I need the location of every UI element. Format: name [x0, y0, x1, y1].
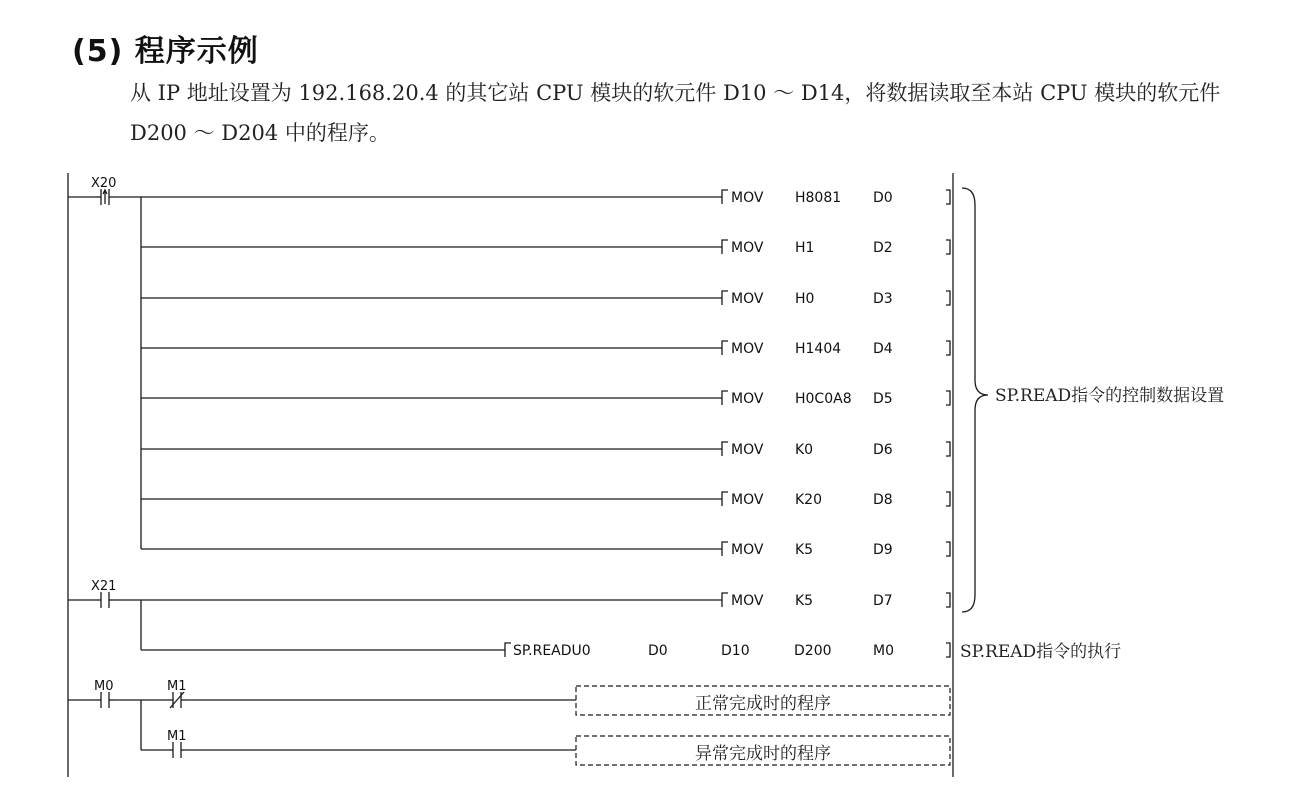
instruction-bracket-right — [946, 442, 950, 456]
contact-label: M1 — [167, 729, 187, 744]
instruction-source: H0C0A8 — [795, 391, 852, 407]
instruction-bracket-left — [722, 593, 728, 607]
instruction-destination: D4 — [873, 341, 893, 357]
instruction-bracket-right — [946, 542, 950, 556]
instruction-destination: D0 — [873, 190, 893, 206]
instruction-bracket-left — [722, 492, 728, 506]
instruction-destination: D5 — [873, 391, 893, 407]
instruction-bracket-right — [946, 240, 950, 254]
instruction-source: K5 — [795, 542, 814, 558]
instruction-op: MOV — [731, 240, 764, 256]
instruction-destination: D6 — [873, 442, 893, 458]
description-line-1: 从 IP 地址设置为 192.168.20.4 的其它站 CPU 模块的软元件 D10 ～ D14，将数据读取至本站 CPU 模块的软元件 — [130, 81, 1221, 105]
instruction-source: H1404 — [795, 341, 842, 357]
instruction-bracket-right — [946, 593, 950, 607]
instruction-source: H8081 — [795, 190, 842, 206]
instruction-operand: D10 — [721, 643, 750, 659]
instruction-op: MOV — [731, 442, 764, 458]
instruction-bracket-right — [946, 190, 950, 204]
instruction-op: MOV — [731, 291, 764, 307]
contact-x20-rising-edge — [96, 189, 114, 205]
instruction-destination: D9 — [873, 542, 893, 558]
exec-note: SP.READ指令的执行 — [960, 642, 1122, 662]
instruction-bracket-left — [722, 341, 728, 355]
page-heading: (5) 程序示例 — [72, 34, 259, 69]
contact-label: M1 — [167, 679, 187, 694]
contact-label: M0 — [94, 679, 114, 694]
instruction-bracket-right — [946, 643, 950, 657]
instruction-source: K0 — [795, 442, 814, 458]
instruction-operand: D200 — [794, 643, 832, 659]
instruction-op: MOV — [731, 190, 764, 206]
instruction-bracket-right — [946, 341, 950, 355]
instruction-bracket-right — [946, 492, 950, 506]
contact-m1-nc — [168, 692, 186, 708]
instruction-bracket-right — [946, 391, 950, 405]
instruction-source: H1 — [795, 240, 815, 256]
instruction-bracket-left — [722, 442, 728, 456]
instruction-operand: M0 — [873, 643, 894, 659]
instruction-op: MOV — [731, 492, 764, 508]
instruction-bracket-left — [722, 291, 728, 305]
instruction-destination: D7 — [873, 593, 893, 609]
instruction-bracket-right — [946, 291, 950, 305]
instruction-op: MOV — [731, 391, 764, 407]
instruction-op: MOV — [731, 542, 764, 558]
instruction-bracket-left — [722, 542, 728, 556]
contact-label: X20 — [91, 176, 117, 191]
instruction-bracket-left — [722, 391, 728, 405]
abnormal-completion-label: 异常完成时的程序 — [695, 744, 831, 764]
instruction-op: MOV — [731, 593, 764, 609]
contact-m1-no — [168, 742, 186, 758]
curly-brace — [962, 188, 988, 612]
brace-note: SP.READ指令的控制数据设置 — [995, 386, 1225, 406]
instruction-destination: D2 — [873, 240, 893, 256]
description-line-2: D200 ～ D204 中的程序。 — [130, 121, 390, 145]
instruction-op: SP.READU0 — [513, 643, 591, 659]
contact-x21-no — [96, 592, 114, 608]
instruction-destination: D3 — [873, 291, 893, 307]
normal-completion-label: 正常完成时的程序 — [695, 694, 831, 714]
instruction-source: K5 — [795, 593, 814, 609]
contact-label: X21 — [91, 579, 117, 594]
instruction-op: MOV — [731, 341, 764, 357]
instruction-bracket-left — [722, 190, 728, 204]
instruction-bracket-left — [505, 643, 511, 657]
instruction-source: H0 — [795, 291, 815, 307]
instruction-bracket-left — [722, 240, 728, 254]
instruction-destination: D8 — [873, 492, 893, 508]
instruction-operand: D0 — [648, 643, 668, 659]
instruction-source: K20 — [795, 492, 822, 508]
contact-m0-no — [96, 692, 114, 708]
